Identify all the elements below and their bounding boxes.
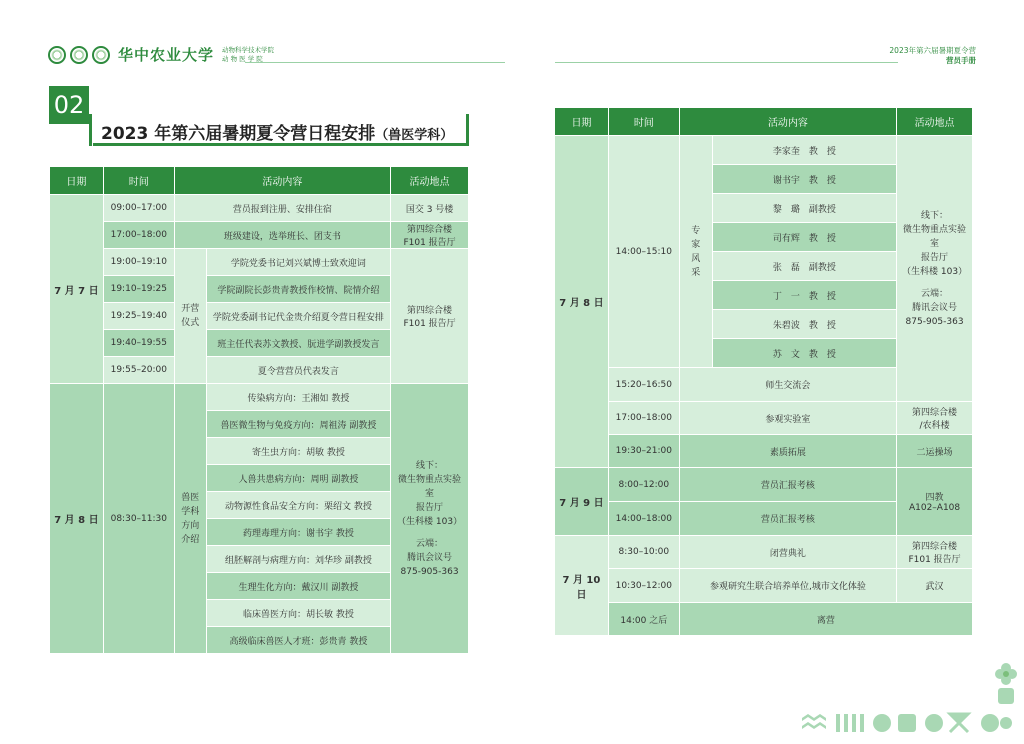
date-cell: 7 月 9 日 (555, 468, 609, 536)
discipline-intro-label: 兽医 学科 方向 介绍 (174, 384, 206, 654)
logo-icon (92, 46, 110, 64)
page-title: 2023 年第六届暑期夏令营日程安排（兽医学科） (101, 124, 454, 144)
schedule-table-left: 日期 时间 活动内容 活动地点 7 月 7 日 09:00–17:00 营员报到注册、安排住宿 国交 3 号楼 17:00–18:00 班级建设，选举班长、团支书 第四综合楼 F101 报告厅 19:00–19:10 开营 仪式 学院党委书记刘兴斌博士致欢迎词 第四综合楼 F101 报告厅 19:10–19:25 学院副院长彭贵青教授作校情、院情介绍 19:25–19:40 学院党委副书记代金贵介绍夏令营日程安排 19:40–19:55 班主任代表苏文教授、朊进学副教授发言 19:55–20:00 夏令营营员代表发言 7 月 8 日 08:30–11:30 兽医 学科 方向 介绍 传染病方向：王湘如 教授 线下： 微生物重点实验室 报告厅 （生科楼 103） 云端： 腾讯会议号 875-905-363 兽医微生物与免疫方向：周祖涛 副教授 寄生虫方向：胡敏 教授 人兽共患病方向：周明 副教授 动物源性食品安全方向：栗绍文 教授 药理毒理方向：谢书宇 教授 组胚解剖与病理方向：刘华珍 副教授 生理生化方向：戴汉川 副教授 临床兽医方向：胡长敏 教授 高级临床兽医人才班：彭贵青 教授 (49, 166, 469, 654)
decorative-pattern (800, 708, 1020, 736)
expert-label: 专 家 风 采 (679, 136, 712, 368)
date-cell: 7 月 10 日 (555, 536, 609, 636)
opening-ceremony-label: 开营 仪式 (174, 249, 206, 384)
section-number: 02 (49, 86, 89, 124)
header-brand (48, 44, 274, 65)
logo-icon (70, 46, 88, 64)
flower-icon (994, 662, 1018, 706)
header-right: 2023年第六届暑期夏令营 营员手册 (889, 46, 976, 65)
date-cell: 7 月 8 日 (555, 136, 609, 468)
date-cell: 7 月 7 日 (50, 195, 104, 384)
department-names: 动物科学技术学院 动 物 医 学 院 (222, 45, 275, 63)
logo-icon (48, 46, 66, 64)
divider (555, 62, 898, 63)
date-cell: 7 月 8 日 (50, 384, 104, 654)
schedule-table-right: 日期 时间 活动内容 活动地点 7 月 8 日 14:00–15:10 专 家 风 采 李家奎 教 授 线下： 微生物重点实验室 报告厅 （生科楼 103） 云端： 腾讯会议号 875-905-363 谢书宇 教 授 黎 璐 副教授 司有辉 教 授 张 磊 副教授 丁 一 教 授 朱碧波 教 授 苏 文 教 授 15:20–16:50 师生交流会 17:00–18:00 参观实验室 第四综合楼 /农科楼 19:30–21:00 素质拓展 二运操场 7 月 9 日 8:00–12:00 营员汇报考核 四教 A102–A108 14:00–18:00 营员汇报考核 7 月 10 日 8:30–10:00 闭营典礼 第四综合楼 F101 报告厅 10:30–12:00 参观研究生联合培养单位,城市文化体验 武汉 14:00 之后 离营 (554, 107, 973, 636)
divider (245, 62, 505, 63)
university-name: 华中农业大学 (118, 46, 215, 64)
